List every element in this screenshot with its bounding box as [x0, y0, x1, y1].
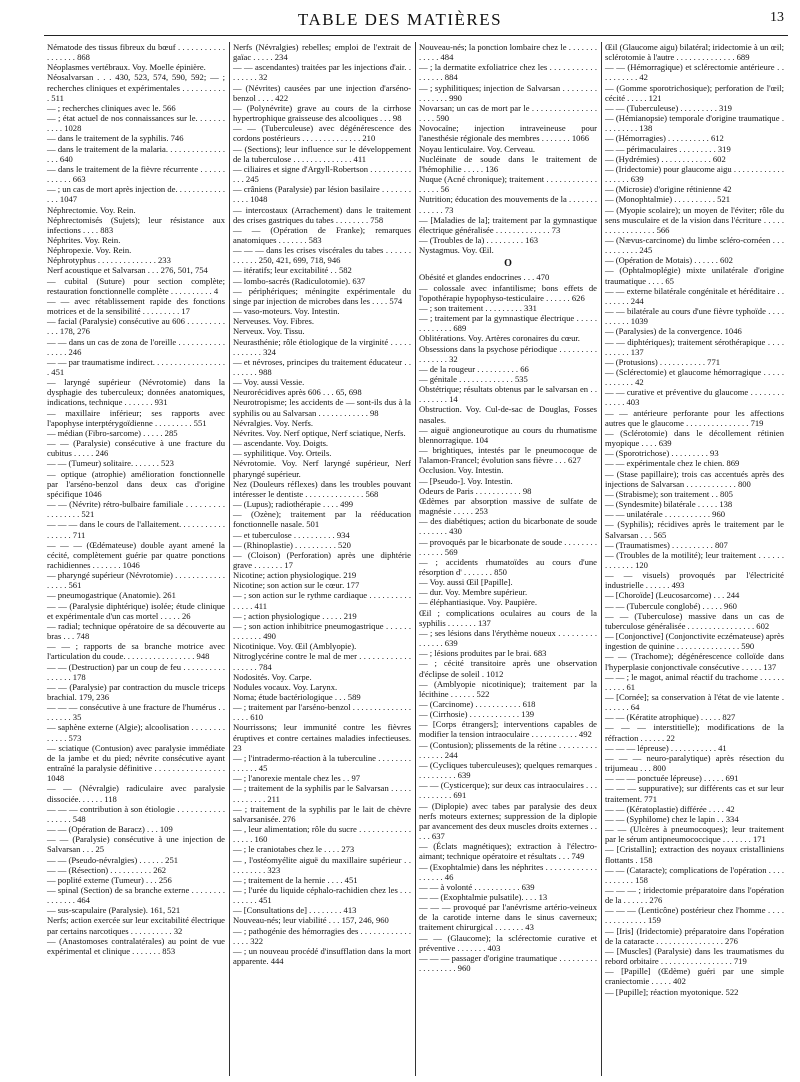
index-entry: Odeurs de Paris . . . . . . . . . . . 98: [419, 485, 532, 496]
index-entry: — ; un nouveau procédé d'insufflation dans la mort apparente. 444: [233, 945, 411, 967]
index-entry: — ; action physiologique . . . . . 219: [233, 610, 357, 621]
index-entry: — (Troubles de la) . . . . . . . . . 163: [419, 234, 539, 245]
index-entry: — — (Kératite atrophique) . . . . . 827: [605, 712, 736, 723]
index-entry: — ; cécité transitoire après une observation d'éclipse de soleil . 1012: [419, 658, 597, 679]
index-entry: — — (Paralysie) par contraction du muscle triceps brachial. 179, 236: [47, 681, 225, 702]
index-entry: — [Pseudo-]. Voy. Intestin.: [419, 475, 513, 486]
index-entry: — — — passager d'origine traumatique . . . . . . . . . . . . . . . . . . 960: [419, 952, 597, 974]
section-letter: O: [504, 258, 512, 270]
index-entry: Nerveuses. Voy. Fibres.: [233, 316, 314, 327]
index-entry: Neurorécidives après 606 . . . 65, 698: [233, 387, 362, 398]
header-rule: [44, 35, 788, 36]
index-entry: — maxillaire inférieur; ses rapports avec l'apophyse interptérygoïdienne . . . . . . . . . 551: [47, 407, 225, 428]
index-entry: Nématode des tissus fibreux du bœuf . . . . . . . . . . . . . . . . . . 868: [47, 42, 225, 63]
index-entry: — ; lésions produites par le brai. 683: [419, 648, 547, 659]
index-entry: Néosalvarsan . . . 430, 523, 574, 590, 592; — ; recherches cliniques et expérimentales . . . . . . . . . . . 511: [47, 72, 225, 103]
index-entry: — — — provoqué par l'anévrisme artério-veineux de la carotide interne dans le sinus caverneux; traitement chirurgical . . . . . . . 43: [419, 902, 597, 933]
index-entry: — ; ses lésions dans l'érythème noueux . . . . . . . . . . . . . . . 639: [419, 627, 597, 649]
index-entry: — cubital (Suture) pour section complète; restauration fonctionnelle complète . . . . . . . . . . 4: [47, 275, 225, 296]
index-entry: — intercostaux (Arrachement) dans le traitement des crises gastriques du tabes . . . . . . . . 758: [233, 204, 411, 225]
index-entry: — — expérimentale chez le chien. 869: [605, 458, 740, 469]
index-entry: — poplité externe (Tumeur) . . . 256: [47, 874, 172, 885]
index-entry: — (Iridectomie) pour glaucome aigu . . . . . . . . . . . . . . . . . . 639: [605, 163, 784, 185]
index-entry: — — diphtériques); traitement sérothérapique . . . . . . . . . . 137: [605, 336, 784, 357]
index-entry: — — (Tuberculose) massive dans un cas de tuberculose généralisée . . . . . . . . . . . . . . . . 602: [605, 610, 784, 631]
index-entry: — (Anastomoses contralatérales) au point de vue expérimental et clinique . . . . . . . 853: [47, 935, 225, 956]
index-entry: — (Troubles de la motilité); leur traitement . . . . . . . . . . . . . 120: [605, 549, 784, 570]
index-entry: — provoqués par le bicarbonate de soude . . . . . . . . . . . . . . 569: [419, 536, 597, 557]
index-entry: — (Cloison) (Perforation) après une diphtérie grave . . . . . . . 17: [233, 549, 411, 570]
index-entry: — (Monophtalmie) . . . . . . . . . . 521: [605, 194, 731, 205]
index-entry: — — (Syphilome) chez le lapin . . 334: [605, 813, 739, 824]
index-entry: — — avec rétablissement rapide des fonctions motrices et de la sensibilité . . . . . . . . . 17: [47, 295, 225, 317]
index-entry: Œdèmes par absorption massive de sulfate de magnésie . . . . . 253: [419, 495, 597, 517]
index-entry: — ; traitement de la hernie . . . . 451: [233, 874, 358, 885]
index-entry: — Voy. aussi Œil [Papille].: [419, 577, 513, 588]
index-entry: — optique (atrophie) amélioration fonctionnelle par l'arséno-benzol dans deux cas d'origine spécifique 1046: [47, 468, 225, 499]
index-entry: Névrites. Voy. Nerf optique, Nerf sciatique, Nerfs.: [233, 427, 406, 438]
index-entry: Néphropexie. Voy. Rein.: [47, 245, 132, 256]
index-entry: — — unilatérale . . . . . . . . . . . 960: [605, 509, 726, 520]
index-entry: Obsessions dans la psychose périodique . . . . . . . . . . . . . . . . 32: [419, 343, 597, 364]
index-entry: — — — consécutive à une fracture de l'humérus . . . . . . . . 35: [47, 702, 225, 723]
index-entry: — — — dans les crises viscérales du tabes . . . . . . . . . . . . 250, 421, 699, 718, 946: [233, 245, 411, 266]
index-entry: — (Stase papillaire); trois cas accentués après des injections de Salvarsan . . . . . . . . . . . . 800: [605, 468, 784, 489]
index-entry: — — curative et préventive du glaucome . . . . . . . . . . . . . 403: [605, 387, 784, 408]
index-entry: — — (Opération de Baracz) . . . 109: [47, 824, 173, 835]
index-entry: — — externe bilatérale congénitale et héréditaire . . . . . . . . 244: [605, 285, 784, 306]
index-entry: — saphène externe (Algie); alcoolisation . . . . . . . . . . . . . 573: [47, 722, 225, 743]
index-entry: — (Amblyopie nicotinique); traitement par la lécithine . . . . . . 522: [419, 678, 597, 699]
running-header: [0, 4, 800, 38]
index-entry: — ; l'anorexie mentale chez les . . 97: [233, 773, 361, 784]
index-entry: — et névroses, principes du traitement éducateur . . . . . . . . 988: [233, 356, 411, 377]
index-entry: Nourrissons; leur immunité contre les fièvres éruptives et contre certaines maladies infectieuses. 23: [233, 722, 411, 753]
index-entry: — — (Tubercule conglobé) . . . . . 960: [605, 600, 737, 611]
index-entry: Novarsan; un cas de mort par le . . . . . . . . . . . . . . . . . . . 590: [419, 102, 597, 124]
index-entry: Nicotinique. Voy. Œil (Amblyopie).: [233, 641, 357, 652]
index-entry: — dans le traitement de la fièvre récurrente . . . . . . . . . . . . 663: [47, 163, 225, 185]
index-column-1: [44, 42, 230, 1076]
index-entry: — (Sections); leur influence sur le développement de la tuberculose . . . . . . . . . . . . . . 411: [233, 143, 411, 164]
index-entry: — ; son action sur le rythme cardiaque . . . . . . . . . . . . . . . 411: [233, 590, 411, 611]
index-entry: — — (Paralysie diphtérique) isolée; étude clinique et expérimentale d'un cas mortel . . . . . 26: [47, 600, 225, 621]
index-entry: — — (Destruction) par un coup de feu . . . . . . . . . . . . . . . . 178: [47, 661, 225, 682]
index-entry: — — à volonté . . . . . . . . . . . 639: [419, 881, 535, 892]
index-entry: — dans le traitement de la syphilis. 746: [47, 133, 184, 144]
index-entry: — — — neuro-paralytique) après résection du trijumeau . . . 800: [605, 752, 784, 774]
index-entry: — (Sporotrichose) . . . . . . . . . 93: [605, 448, 719, 459]
index-entry: — — ; rapports de sa branche motrice avec l'articulation du coude. . . . . . . . . . . . . . . . . 948: [47, 641, 225, 662]
index-entry: — facial (Paralysie) consécutive au 606 . . . . . . . . . . . . 178, 276: [47, 316, 225, 337]
index-entry: — [Choroïde] (Leucosarcome) . . . 244: [605, 590, 740, 601]
index-entry: Névrotomie. Voy. Nerf laryngé supérieur, Nerf pharyngé supérieur.: [233, 458, 411, 479]
index-entry: — ; traitement de la syphilis par le lait de chèvre salvarsanisée. 276: [233, 803, 411, 824]
index-entry: — , l'ostéomyélite aiguë du maxillaire supérieur . . . . . . . . . . 323: [233, 854, 411, 875]
index-entry: Neurasthénie; rôle étiologique de la virginité . . . . . . . . . . . . 324: [233, 336, 411, 357]
index-entry: — sciatique (Contusion) avec paralysie immédiate de la jambe et du pied; névrite consécutive ayant entraîné la paralysie définitive . . . . . . . . . . . . . . . . 1048: [47, 742, 225, 784]
index-entry: Nerf acoustique et Salvarsan . . . 276, 501, 754: [47, 265, 208, 276]
index-entry: — (Opération de Motais) . . . . . . 602: [605, 255, 733, 266]
index-entry: — — (Hémorragique) et sclérectomie antérieure . . . . . . . . . . 42: [605, 62, 784, 83]
index-entry: — ; l'intradermo-réaction à la tuberculine . . . . . . . . . . . . . . 45: [233, 752, 411, 774]
index-entry: — (Ozène); traitement par la rééducation fonctionnelle nasale. 501: [233, 509, 411, 530]
index-entry: Obésité et glandes endocrines . . . 470: [419, 272, 550, 283]
index-entry: Nystagmus. Voy. Œil.: [419, 245, 494, 256]
index-entry: — — bilatérale au cours d'une fièvre typhoïde . . . . . . . . . . 1039: [605, 306, 784, 327]
index-entry: Noyau lenticulaire. Voy. Cerveau.: [419, 143, 536, 154]
index-entry: — [Consultations de] . . . . . . . . 413: [233, 905, 357, 916]
index-entry: — aiguë angioneurotique au cours du rhumatisme blennorragique. 104: [419, 424, 597, 445]
index-entry: — ; traitement par la gymnastique électrique . . . . . . . . . . . . . 689: [419, 313, 597, 334]
index-entry: — (Polynévrite) grave au cours de la cirrhose hypertrophique graisseuse des alcooliques . . . 98: [233, 102, 411, 124]
index-entry: Œil ; complications oculaires au cours de la syphilis . . . . . . . 137: [419, 607, 597, 628]
index-entry: — (Diplopie) avec tabes par paralysie des deux nerfs moteurs externes; suppression de la diplopie par avancement des deux muscles droits externes . . . . . 637: [419, 800, 597, 842]
index-entry: — (Rhinoplastie) . . . . . . . . . . 520: [233, 539, 351, 550]
index-entry: — — — contribution à son étiologie . . . . . . . . . . . . . . . . . 548: [47, 803, 225, 824]
index-entry: — [Maladies de la]; traitement par la gymnastique électrique généralisée . . . . . . . . . . . . . 73: [419, 214, 597, 235]
index-entry: — lombo-sacrés (Radiculotomie). 637: [233, 275, 366, 286]
index-entry: — — (Résection) . . . . . . . . . . 262: [47, 864, 167, 875]
index-entry: — (Microsie) d'origine rétinienne 42: [605, 184, 732, 195]
index-entry: — éléphantiasique. Voy. Paupière.: [419, 597, 537, 608]
index-entry: — — — dans le cours de l'allaitement. . . . . . . . . . . . . . . . . 711: [47, 519, 225, 540]
index-entry: — ciliaires et signe d'Argyll-Robertson . . . . . . . . . . . . . 245: [233, 163, 412, 185]
index-entry: Nerfs (Névralgies) rebelles; emploi de l'extrait de gaïac . . . . . 234: [233, 42, 411, 63]
index-entry: Neurotropisme; les accidents de — sont-ils dus à la syphilis ou au Salvarsan . . . . . . . . . . . . 98: [233, 397, 411, 418]
index-entry: — colossale avec infantilisme; bons effets de l'opothérapie hypophyso-testiculaire . . . . . . 626: [419, 282, 597, 303]
index-entry: — — dans un cas de zona de l'oreille . . . . . . . . . . . . . . . . 246: [47, 336, 225, 357]
index-entry: — (Traumatismes) . . . . . . . . . . 807: [605, 539, 728, 550]
index-entry: — (Exophtalmie) dans les néphrites . . . . . . . . . . . . . . . . . . 46: [419, 861, 597, 882]
index-entry: Nodosités. Voy. Carpe.: [233, 671, 312, 682]
index-entry: — (Paralysies) de la convergence. 1046: [605, 326, 742, 337]
index-entry: — ; traitement par l'arséno-benzol . . . . . . . . . . . . . . . . . . 610: [233, 702, 411, 723]
index-entry: Nuque (Acné chronique); traitement . . . . . . . . . . . . . . . . . 56: [419, 174, 597, 195]
index-entry: — (Lupus); radiothérapie . . . . 499: [233, 499, 354, 510]
page-title: TABLE DES MATIÈRES: [297, 10, 503, 29]
index-entry: — [Muscles] (Paralysie) dans les traumatismes du rebord orbitaire . . . . . . . . . . . . . . . . . 719: [605, 945, 784, 967]
index-entry: — médian (Fibro-sarcome) . . . . . 285: [47, 427, 178, 438]
index-entry: Noma; étude bactériologique . . . 589: [233, 692, 361, 702]
index-entry: — ; la dermatite exfoliatrice chez les . . . . . . . . . . . . . . . . . 884: [419, 62, 597, 83]
index-entry: Néphrites. Voy. Rein.: [47, 234, 121, 245]
index-entry: Nucléinate de soude dans le traitement de l'hémophilie . . . . . 136: [419, 153, 597, 174]
index-entry: — (Névrites) causées par une injection d'arséno-benzol . . . . 422: [233, 82, 411, 103]
index-entry: — laryngé supérieur (Névrotomie) dans la dysphagie des tuberculeux; données anatomiques, indications, technique . . . . . . . 931: [47, 377, 225, 408]
index-entry: — (Gomme sporotrichosique); perforation de l'œil; cécité . . . . . 121: [605, 82, 784, 103]
index-entry: — syphilitique. Voy. Orteils.: [233, 448, 332, 459]
index-entry: — [Iris] (Iridectomie) préparatoire dans l'opération de la cataracte . . . . . . . . . . . . . . . . 276: [605, 925, 784, 946]
index-entry: — génitale . . . . . . . . . . . . . 535: [419, 374, 528, 384]
index-entry: — (Carcinome) . . . . . . . . . . . 618: [419, 699, 536, 709]
index-entry: — — — interstitielle); modifications de la réfraction . . . . . . 22: [605, 722, 784, 743]
index-entry: — (Protusions) . . . . . . . . . . . 771: [605, 356, 721, 367]
index-entry: Néphrotyphus . . . . . . . . . . . . . . 233: [47, 255, 171, 266]
index-entry: Nouveau-nés; la ponction lombaire chez le . . . . . . . . . . . . 484: [419, 42, 597, 63]
index-entry: — Voy. aussi Vessie.: [233, 377, 305, 388]
index-entry: — (Contusion); plissements de la rétine . . . . . . . . . . . . . . . 244: [419, 739, 597, 760]
index-entry: — périphériques; méningite expérimentale du singe par injection de microbes dans les . . . . 574: [233, 285, 411, 306]
index-entry: — — (Kératoplastie) différée . . . . 42: [605, 803, 735, 814]
index-entry: — [Papille] (Œdème) guéri par une simple craniectomie . . . . . 402: [605, 966, 784, 987]
index-entry: — — (Paralysie) consécutive à une injection de Salvarsan . . . 25: [47, 834, 225, 855]
index-entry: Œil (Glaucome aigu) bilatéral; iridectomie à un œil; sclérotomie à l'autre . . . . . . . . . . . . . . 689: [605, 42, 784, 63]
index-entry: — — (Névralgie) radiculaire avec paralysie dissociée. . . . . . 118: [47, 783, 225, 804]
index-entry: — ; état actuel de nos connaissances sur le. . . . . . . . . . . 1028: [47, 113, 225, 134]
index-entry: — ; son action inhibitrice pneumogastrique . . . . . . . . . . . . . 490: [233, 620, 411, 642]
index-entry: Nouveau-nés; leur viabilité . . . 157, 246, 960: [233, 915, 389, 926]
index-entry: — ; recherches cliniques avec le. 566: [47, 102, 176, 113]
index-entry: Nodules vocaux. Voy. Larynx.: [233, 681, 338, 692]
index-entry: — — (Trachome); dégénérescence colloïde dans l'hyperplasie conjonctivale consécutive . . . . . 137: [605, 651, 784, 672]
index-entry: Novocaïne; injection intraveineuse pour l'anesthésie régionale des membres . . . . . . . 1066: [419, 123, 597, 144]
index-entry: — (Hémorragies) . . . . . . . . . . 612: [605, 133, 724, 144]
index-entry: — (Syphilis); récidives après le traitement par le Salvarsan . . . 565: [605, 519, 784, 540]
index-entry: Nutrition; éducation des mouvements de la . . . . . . . . . . . . . 73: [419, 194, 597, 215]
index-entry: — [Corps étrangers]; interventions capables de modifier la tension intraoculaire . . . . . . . . . . . 492: [419, 719, 597, 740]
index-entry: — — — lépreuse) . . . . . . . . . . . 41: [605, 742, 727, 753]
index-entry: — — — (Lenticône) postérieur chez l'homme . . . . . . . . . . . . . . 159: [605, 905, 784, 926]
index-entry: — itératifs; leur excitabilité . . 582: [233, 265, 352, 276]
index-entry: — ; traitement de la syphilis par le Salvarsan . . . . . . . . . . . . . 211: [233, 783, 411, 804]
index-entry: Nicotine; action physiologique. 219: [233, 570, 357, 581]
index-column-2: [230, 42, 416, 1076]
index-entry: — spinal (Section) de sa branche externe . . . . . . . . . . . . . . . 464: [47, 884, 225, 906]
index-entry: — des diabétiques; action du bicarbonate de soude . . . . . . . 430: [419, 516, 597, 537]
index-entry: — [Conjonctive] (Conjonctivite eczémateuse) après ingestion de quinine . . . . . . . . . . . . . . . 590: [605, 631, 784, 652]
index-entry: — (Myopie scolaire); un moyen de l'éviter; rôle du sens musculaire et de la vision dans l'écriture . . . . . . . . . . . . . . . . . 566: [605, 204, 784, 235]
index-entry: — [Pupille]; réaction myotonique. 522: [605, 986, 739, 997]
index-entry: — (Sclérotomie) dans le décollement rétinien myopique . . . . 639: [605, 427, 784, 449]
index-entry: — — (Cataracte); complications de l'opération . . . . . . . . . . . 158: [605, 864, 784, 885]
index-columns: [44, 42, 788, 1076]
index-entry: Nez (Douleurs réflexes) dans les troubles pouvant intéresser le dentiste . . . . . . . . . . . . . . 568: [233, 478, 411, 499]
index-entry: — — ascendantes) traitées par les injections d'air. . . . . . . . 32: [233, 62, 411, 83]
index-entry: — — (Glaucome); la sclérectomie curative et préventive . . . . . . . 403: [419, 932, 597, 953]
index-entry: Nerveux. Voy. Tissu.: [233, 326, 305, 337]
index-entry: — — (Névrite) rétro-bulbaire familiale . . . . . . . . . . . . . . . . . 521: [47, 499, 225, 520]
index-entry: Nerfs; action exercée sur leur excitabilité électrique par certains narcotiques . . . . . . . . . . 32: [47, 915, 225, 936]
index-entry: — brightiques, intestés par le pneumocoque de l'alamon-Francel; évolution sans fièvre . . . 627: [419, 445, 597, 466]
index-entry: — (Cycliques tuberculeuses); quelques remarques . . . . . . . . . . 639: [419, 759, 597, 781]
index-entry: — ascendante. Voy. Doigts.: [233, 438, 329, 449]
index-entry: — (Sclérectomie) et glaucome hémorragique . . . . . . . . . . . . 42: [605, 367, 784, 388]
index-entry: — — — suppurative); sur différents cas et sur leur traitement. 771: [605, 783, 784, 804]
index-entry: Oblitérations. Voy. Artères coronaires du cœur.: [419, 333, 580, 344]
index-entry: — — — (Œdémateuse) double ayant amené la cécité, complètement guérie par quatre ponctions rachidiennes . . . . . . . 1046: [47, 539, 225, 570]
index-entry: Névralgies. Voy. Nerfs.: [233, 417, 314, 428]
index-entry: — — périmaculaires . . . . . . . . . 319: [605, 143, 731, 154]
index-entry: — — (Opération de Franke); remarques anatomiques . . . . . . . 583: [233, 224, 411, 245]
index-entry: — — visuels) provoqués par l'électricité industrielle . . . . . . 493: [605, 570, 784, 591]
index-entry: — ; syphilitiques; injection de Salvarsan . . . . . . . . . . . . . . . 990: [419, 82, 597, 103]
index-entry: — et tuberculose . . . . . . . . . . 934: [233, 529, 350, 540]
index-entry: Nitroglycérine contre le mal de mer . . . . . . . . . . . . . . . . . . 784: [233, 651, 411, 672]
index-entry: Néphrectomie. Voy. Rein.: [47, 204, 136, 215]
index-entry: Obstétrique; résultats obtenus par le salvarsan en . . . . . . . . . 14: [419, 384, 597, 405]
index-entry: — (Éclats magnétiques); extraction à l'électro-aimant; technique opératoire et résultats . . . 749: [419, 841, 597, 862]
index-column-4: [602, 42, 788, 1076]
index-entry: Nicotine; son action sur le cœur. 177: [233, 580, 360, 591]
index-entry: — ; son traitement . . . . . . . . . 331: [419, 302, 537, 313]
index-entry: — (Syndesmite) bilatérale . . . . . 138: [605, 499, 733, 510]
index-entry: — ; l'urée du liquide céphalo-rachidien chez les . . . . . . . . . 451: [233, 884, 411, 906]
index-entry: — dur. Voy. Membre supérieur.: [419, 587, 528, 598]
index-entry: — (Cirrhosie) . . . . . . . . . . . . 139: [419, 709, 535, 720]
index-entry: — (Ophtalmoplégie) mixte unilatérale d'origine traumatique . . . . 65: [605, 265, 784, 286]
index-entry: — ; le craniotabes chez le . . . . 273: [233, 844, 355, 855]
index-entry: — — (Ulcères à pneumocoques); leur traitement par le sérum antipneumococcique . . . . . . . 171: [605, 824, 784, 845]
index-entry: — ; accidents rhumatoïdes au cours d'une résorption d' . . . . . . . 850: [419, 556, 597, 577]
index-entry: — — ; le magot, animal réactif du trachome . . . . . . . . . . . 61: [605, 671, 784, 692]
index-entry: Occlusion. Voy. Intestin.: [419, 465, 504, 476]
index-entry: — , leur alimentation; rôle du sucre . . . . . . . . . . . . . . . . . 160: [233, 824, 411, 845]
index-entry: — — (Tumeur) solitaire. . . . . . . 523: [47, 458, 174, 469]
index-entry: — dans le traitement de la malaria. . . . . . . . . . . . . . . . . 640: [47, 143, 225, 164]
index-entry: — — (Cysticerque); sur deux cas intraoculaires . . . . . . . . . . . 691: [419, 780, 597, 801]
index-entry: — — (Pseudo-névralgies) . . . . . . 251: [47, 854, 179, 865]
index-entry: Néphrectomisés (Sujets); leur résistance aux infections . . . . 883: [47, 214, 225, 235]
index-entry: — — (Tuberculeuse) . . . . . . . . . 319: [605, 102, 732, 113]
index-entry: — — (Tuberculeuse) avec dégénérescence des cordons postérieurs . . . . . . . . . . . . . . 210: [233, 123, 411, 144]
index-entry: — (Strabisme); son traitement . . 805: [605, 488, 733, 499]
index-entry: — ; un cas de mort après injection de. . . . . . . . . . . . . . . 1047: [47, 184, 225, 205]
index-entry: — (Nævus-carcinome) du limbe scléro-cornéen . . . . . . . . . . . 245: [605, 234, 784, 256]
index-entry: Néoplasmes vertébraux. Voy. Moelle épinière.: [47, 62, 206, 73]
index-entry: — vaso-moteurs. Voy. Intestin.: [233, 306, 340, 317]
index-entry: — sus-scapulaire (Paralysie). 161, 521: [47, 905, 181, 916]
index-entry: — crâniens (Paralysie) par lésion basilaire . . . . . . . . . . . 1048: [233, 184, 411, 205]
index-entry: — — — ponctuée lépreuse) . . . . . 691: [605, 773, 739, 784]
index-entry: — [Cornée]; sa conservation à l'état de vie latente . . . . . . . 64: [605, 692, 784, 713]
index-entry: — radial; technique opératoire de sa découverte au bras . . . 748: [47, 620, 225, 642]
index-entry: — — — ; iridectomie préparatoire dans l'opération de la . . . . . . 276: [605, 884, 784, 906]
page-number: 13: [770, 10, 784, 25]
index-column-3: [416, 42, 602, 1076]
index-entry: — pneumogastrique (Anatomie). 261: [47, 590, 176, 601]
index-entry: — (Hydrémies) . . . . . . . . . . . . 602: [605, 153, 726, 164]
index-entry: Obstruction. Voy. Cul-de-sac de Douglas, Fosses nasales.: [419, 404, 597, 425]
index-entry: — pharyngé supérieur (Névrotomie) . . . . . . . . . . . . . . . . . 561: [47, 570, 225, 591]
index-entry: — — (Exophtalmie pulsatile). . . . 13: [419, 891, 548, 902]
index-entry: — [Cristallin]; extraction des noyaux cristalliniens flottants . 158: [605, 844, 784, 865]
index-entry: — — (Paralysie) consécutive à une fracture du cubitus . . . . . 246: [47, 438, 225, 459]
index-entry: — — antérieure perforante pour les affections autres que le glaucome . . . . . . . . . . . . . . . 719: [605, 407, 784, 428]
index-entry: — (Hémianopsie) temporale d'origine traumatique . . . . . . . . . 138: [605, 113, 784, 134]
index-entry: — — par traumatisme indirect. . . . . . . . . . . . . . . . . . 451: [47, 356, 225, 377]
index-entry: — de la rougeur . . . . . . . . . . 66: [419, 363, 529, 374]
index-entry: — ; pathogénie des hémorragies des . . . . . . . . . . . . . . . . 322: [233, 925, 411, 946]
